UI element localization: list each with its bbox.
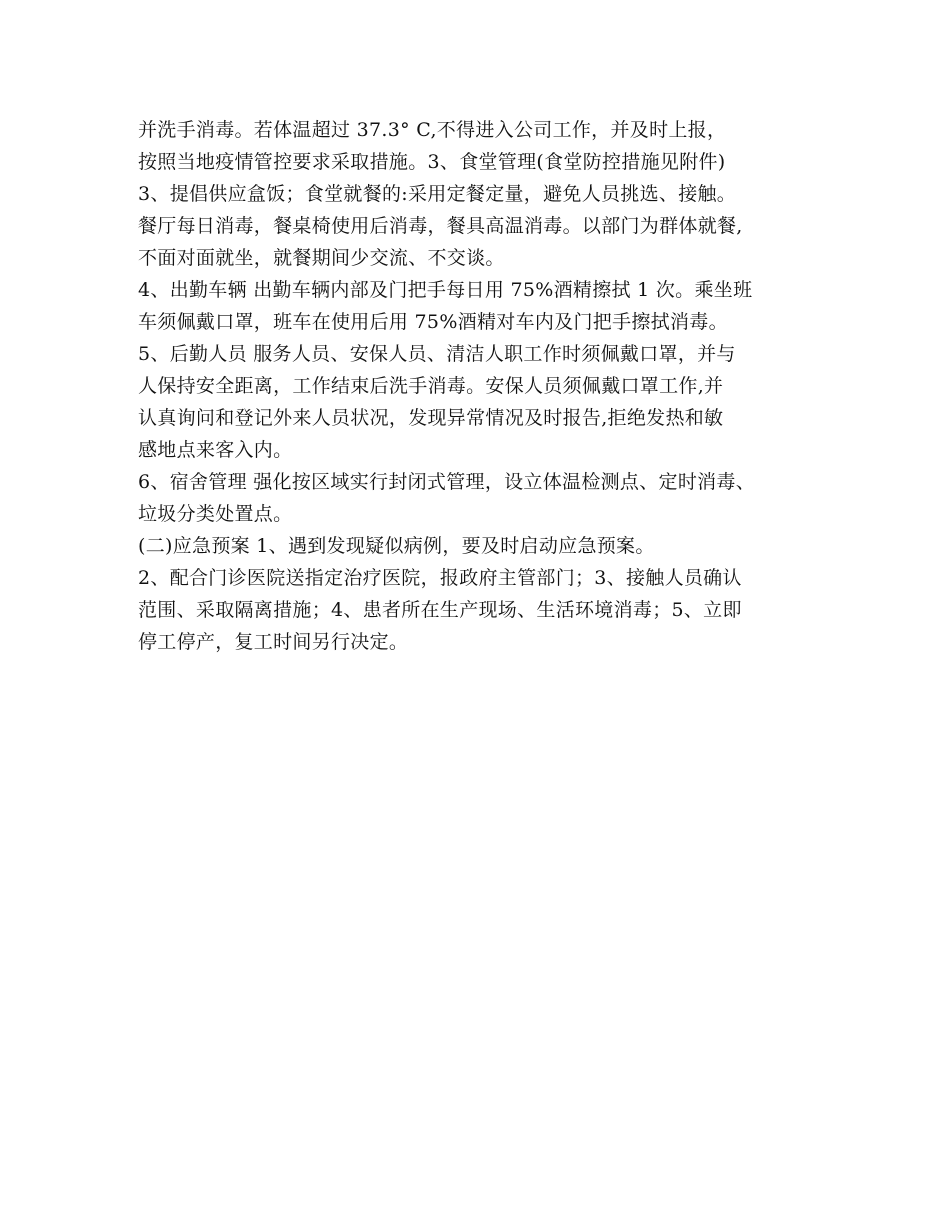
text-line: 车须佩戴口罩，班车在使用后用 75%酒精对车内及门把手擦拭消毒。	[138, 311, 728, 333]
text-line: 4、出勤车辆 出勤车辆内部及门把手每日用 75%酒精擦拭 1 次。乘坐班	[138, 279, 753, 301]
text-line: 6、宿舍管理 强化按区域实行封闭式管理，设立体温检测点、定时消毒、	[138, 471, 756, 493]
text-line: 不面对面就坐，就餐期间少交流、不交谈。	[138, 247, 505, 269]
text-line: 人保持安全距离，工作结束后洗手消毒。安保人员须佩戴口罩工作,并	[138, 375, 724, 397]
text-line: 垃圾分类处置点。	[138, 503, 293, 525]
text-line: 按照当地疫情管控要求采取措施。3、食堂管理(食堂防控措施见附件)	[138, 151, 726, 173]
text-line: 感地点来客入内。	[138, 439, 293, 461]
document-body	[138, 114, 838, 658]
text-line: 餐厅每日消毒，餐桌椅使用后消毒，餐具高温消毒。以部门为群体就餐,	[138, 215, 743, 237]
text-line: 认真询问和登记外来人员状况，发现异常情况及时报告,拒绝发热和敏	[138, 407, 724, 429]
text-line: (二)应急预案 1、遇到发现疑似病例，要及时启动应急预案。	[138, 535, 655, 557]
text-line: 2、配合门诊医院送指定治疗医院，报政府主管部门；3、接触人员确认	[138, 567, 742, 589]
text-line: 3、提倡供应盒饭；食堂就餐的:采用定餐定量，避免人员挑选、接触。	[138, 183, 737, 205]
text-line: 5、后勤人员 服务人员、安保人员、清洁人职工作时须佩戴口罩，并与	[138, 343, 736, 365]
text-line: 停工停产，复工时间另行决定。	[138, 631, 409, 653]
text-line: 范围、采取隔离措施；4、患者所在生产现场、生活环境消毒；5、立即	[138, 599, 742, 621]
text-line: 并洗手消毒。若体温超过 37.3° C,不得进入公司工作，并及时上报，	[138, 119, 727, 141]
